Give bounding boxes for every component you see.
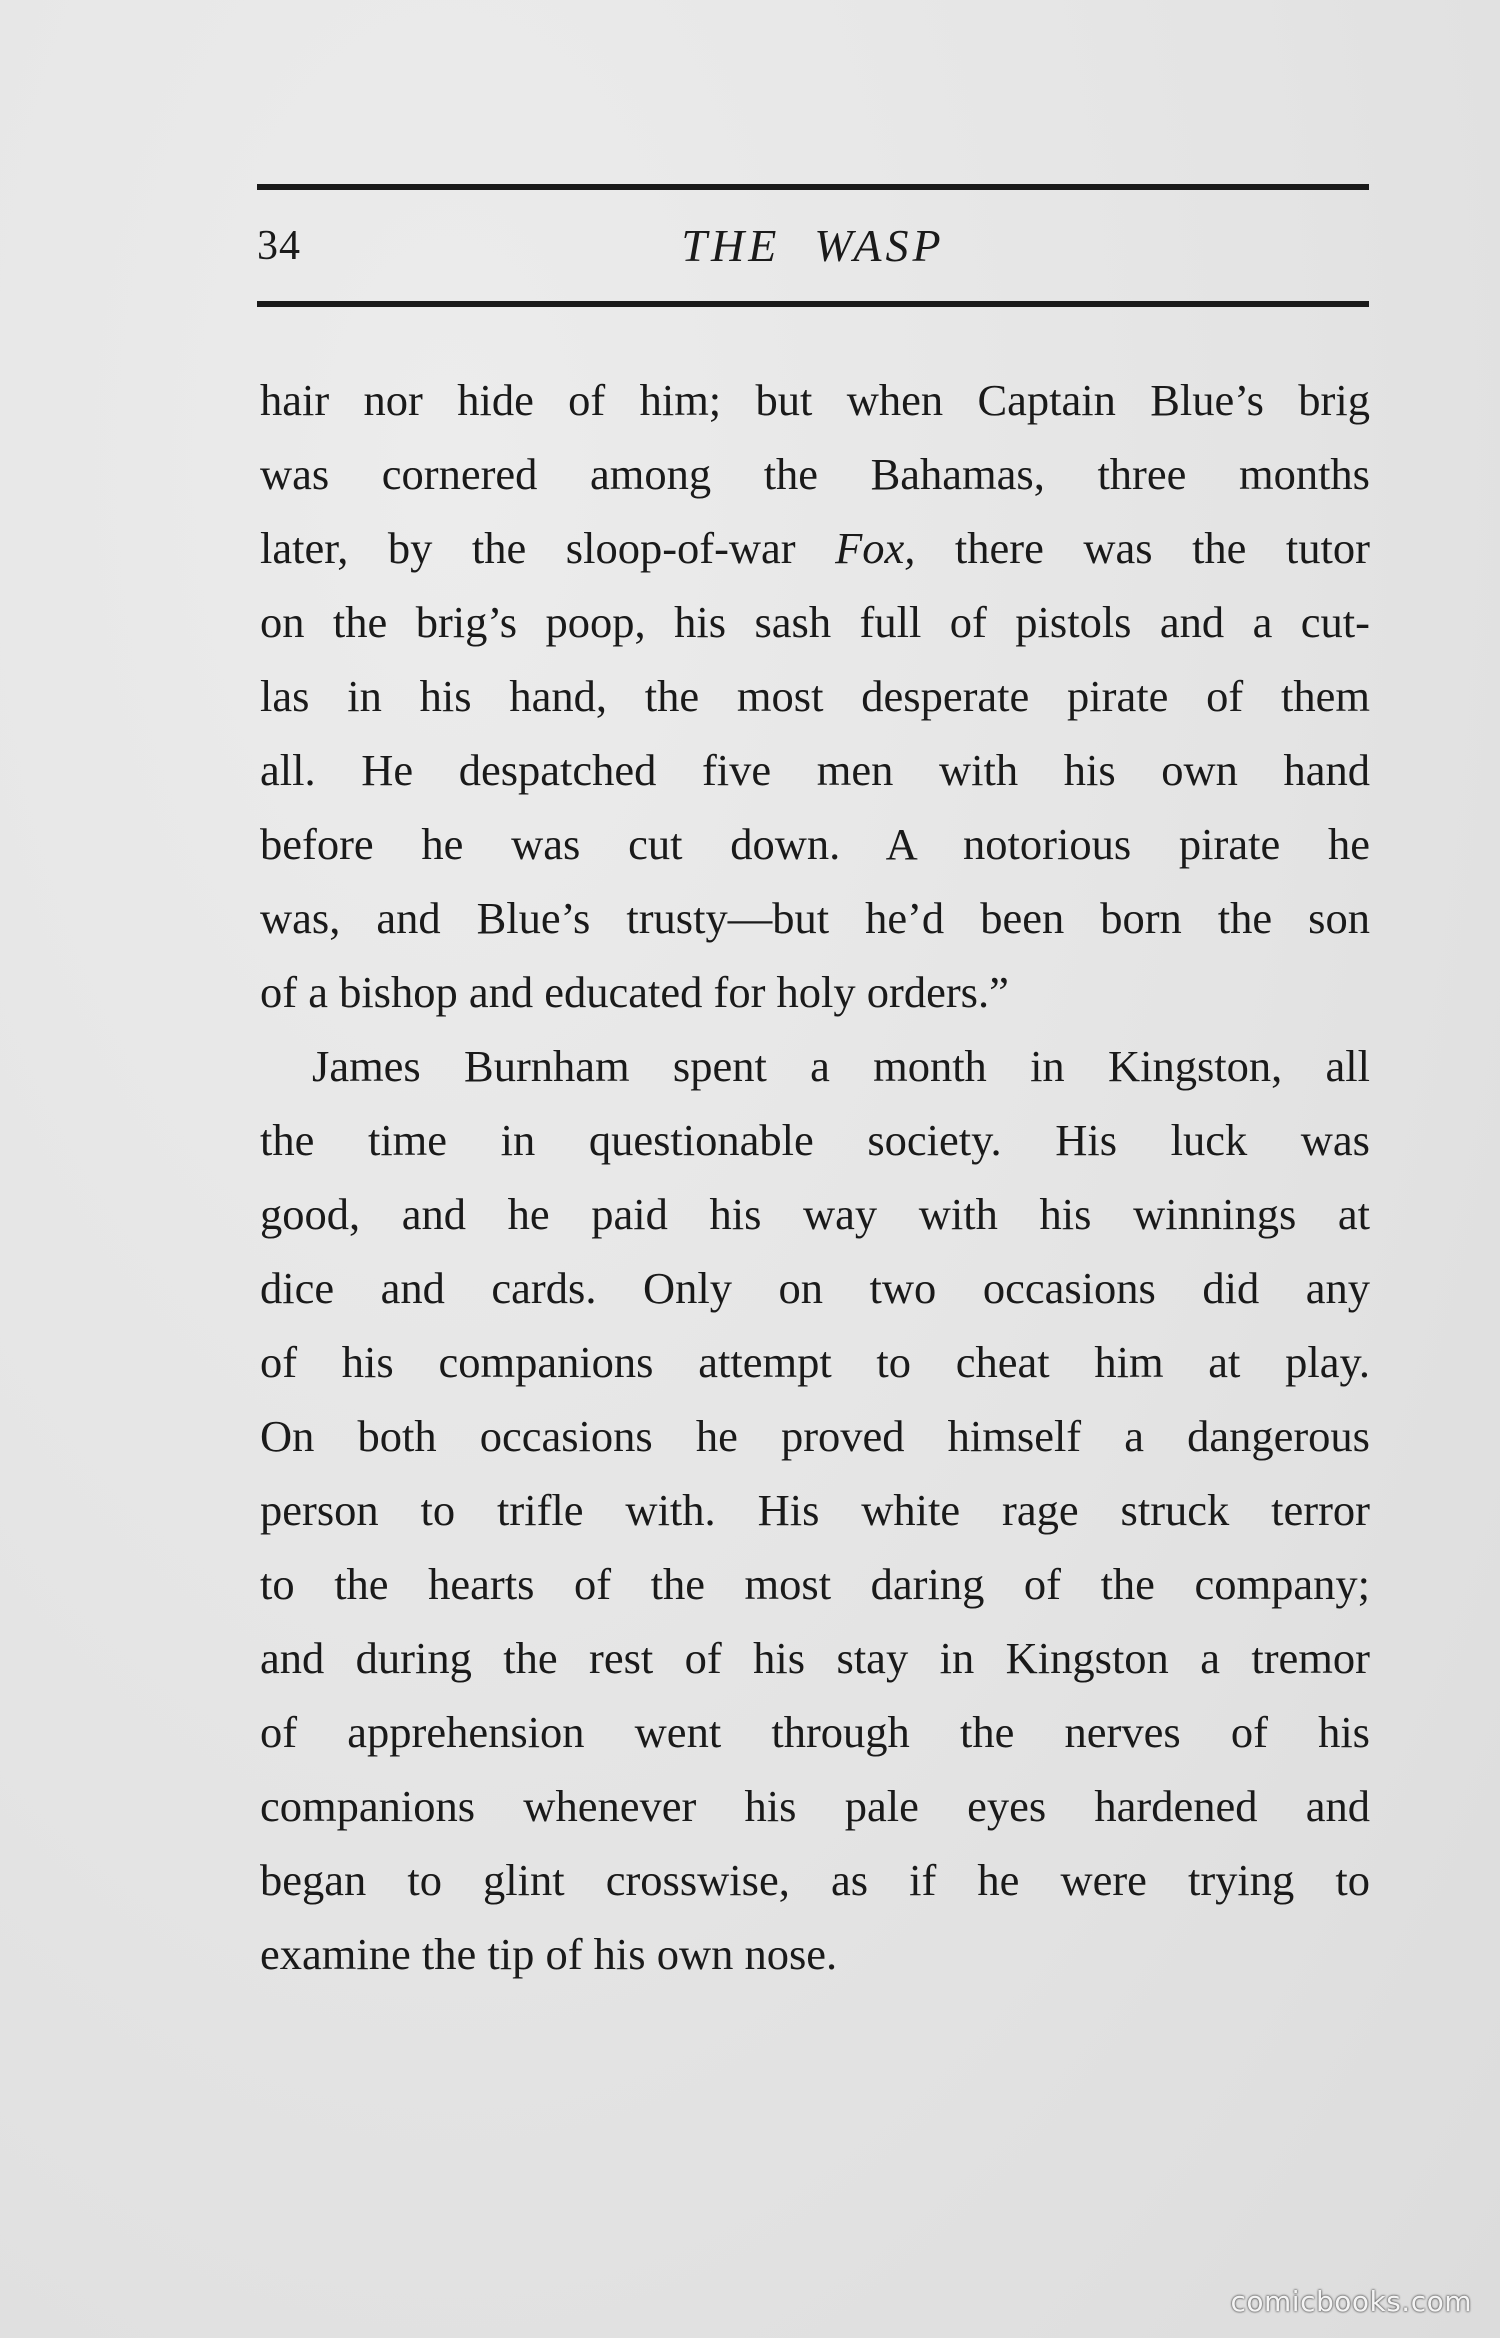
- text-line: all. He despatched five men with his own hand: [260, 745, 1370, 795]
- text-line: of apprehension went through the nerves of his: [260, 1707, 1370, 1757]
- italic-text: Fox,: [835, 523, 916, 573]
- text-line: before he was cut down. A notorious pirate he: [260, 819, 1370, 869]
- page-number: 34: [257, 223, 301, 269]
- text-line: of a bishop and educated for holy orders.”: [260, 967, 1009, 1017]
- text-line: was cornered among the Bahamas, three months: [260, 449, 1370, 499]
- text-line: las in his hand, the most desperate pirate of them: [260, 671, 1370, 721]
- text-line: examine the tip of his own nose.: [260, 1929, 838, 1979]
- watermark: comicbooks.com: [1230, 2285, 1472, 2318]
- text-line: person to trifle with. His white rage struck terror: [260, 1485, 1370, 1535]
- text-line: On both occasions he proved himself a dangerous: [260, 1411, 1370, 1461]
- running-head-word-1: THE: [681, 220, 781, 271]
- text-line: began to glint crosswise, as if he were trying to: [260, 1855, 1370, 1905]
- text-line: good, and he paid his way with his winnings at: [260, 1189, 1370, 1239]
- text-line: of his companions attempt to cheat him at play.: [260, 1337, 1370, 1387]
- text-line: was, and Blue’s trusty—but he’d been born the son: [260, 893, 1370, 943]
- running-head-word-2: WASP: [814, 220, 945, 271]
- text-line: to the hearts of the most daring of the company;: [260, 1559, 1370, 1609]
- text-line: James Burnham spent a month in Kingston, all: [312, 1041, 1370, 1091]
- text-line: and during the rest of his stay in Kingston a tremor: [260, 1633, 1370, 1683]
- text-line: companions whenever his pale eyes hardened and: [260, 1781, 1370, 1831]
- text-line: later, by the sloop-of-war Fox, there was the tutor: [260, 523, 1370, 573]
- text-line: the time in questionable society. His luck was: [260, 1115, 1370, 1165]
- text-line: hair nor hide of him; but when Captain Blue’s brig: [260, 375, 1370, 425]
- running-head: [257, 218, 1369, 274]
- header-rule-top: [257, 184, 1369, 190]
- text-line: dice and cards. Only on two occasions did any: [260, 1263, 1370, 1313]
- header-rule-bottom: [257, 301, 1369, 307]
- text-line: on the brig’s poop, his sash full of pistols and a cut-: [260, 597, 1370, 647]
